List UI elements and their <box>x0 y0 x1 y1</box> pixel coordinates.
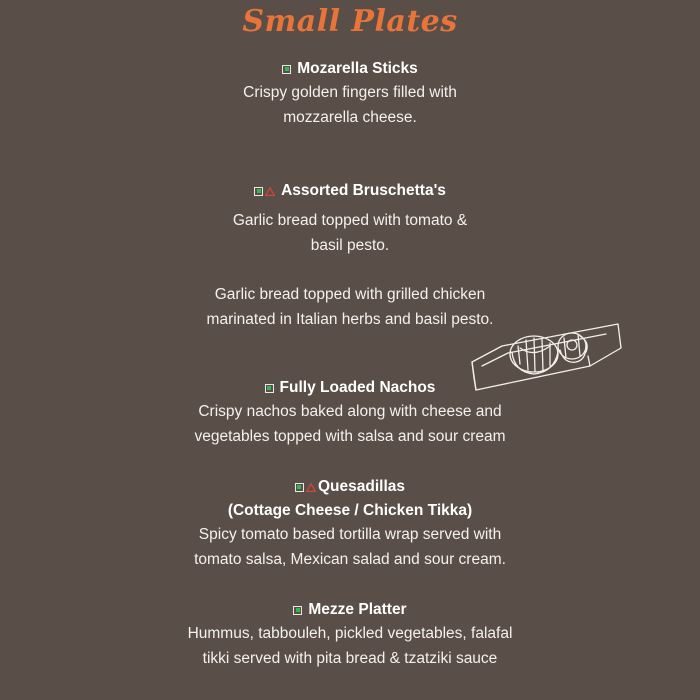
section-title: Small Plates <box>242 4 458 39</box>
item-description-line: Hummus, tabbouleh, pickled vegetables, falafal <box>187 625 513 642</box>
menu-item-quesadillas <box>0 475 700 572</box>
item-name: Fully Loaded Nachos <box>279 379 436 396</box>
item-subtitle: (Cottage Cheese / Chicken Tikka) <box>227 502 473 519</box>
item-description-line: Crispy nachos baked along with cheese and <box>198 403 502 420</box>
menu-item-fully-loaded-nachos <box>0 376 700 449</box>
item-name: Quesadillas <box>317 478 405 495</box>
item-description-line: Spicy tomato based tortilla wrap served with <box>198 526 502 543</box>
veg-marker-icon <box>282 65 291 74</box>
veg-marker-icon <box>265 384 274 393</box>
item-name: Assorted Bruschetta's <box>281 182 446 199</box>
item-name: Mezze Platter <box>308 601 407 618</box>
item-description-line: basil pesto. <box>310 236 390 254</box>
item-description-line: marinated in Italian herbs and basil pesto. <box>206 310 494 328</box>
item-description-line: tikki served with pita bread & tzatziki sauce <box>202 649 498 667</box>
nonveg-marker-icon <box>265 187 275 196</box>
veg-marker-icon <box>293 606 302 615</box>
item-description-line: mozzarella cheese. <box>283 108 417 126</box>
item-description-line: Garlic bread topped with grilled chicken <box>214 286 486 303</box>
menu-item-mezze-platter <box>0 598 700 671</box>
item-description-line: Garlic bread topped with tomato & <box>232 212 468 229</box>
item-description-line: Crispy golden fingers filled with <box>243 84 457 101</box>
menu-item-mozarella-sticks <box>0 57 700 130</box>
item-description-line: vegetables topped with salsa and sour cream <box>194 427 506 445</box>
item-description-line: tomato salsa, Mexican salad and sour cream. <box>194 550 506 568</box>
nonveg-marker-icon <box>306 483 316 492</box>
veg-nonveg-marker-icon <box>295 483 316 492</box>
item-name: Mozarella Sticks <box>297 60 418 77</box>
veg-nonveg-marker-icon <box>254 187 275 196</box>
